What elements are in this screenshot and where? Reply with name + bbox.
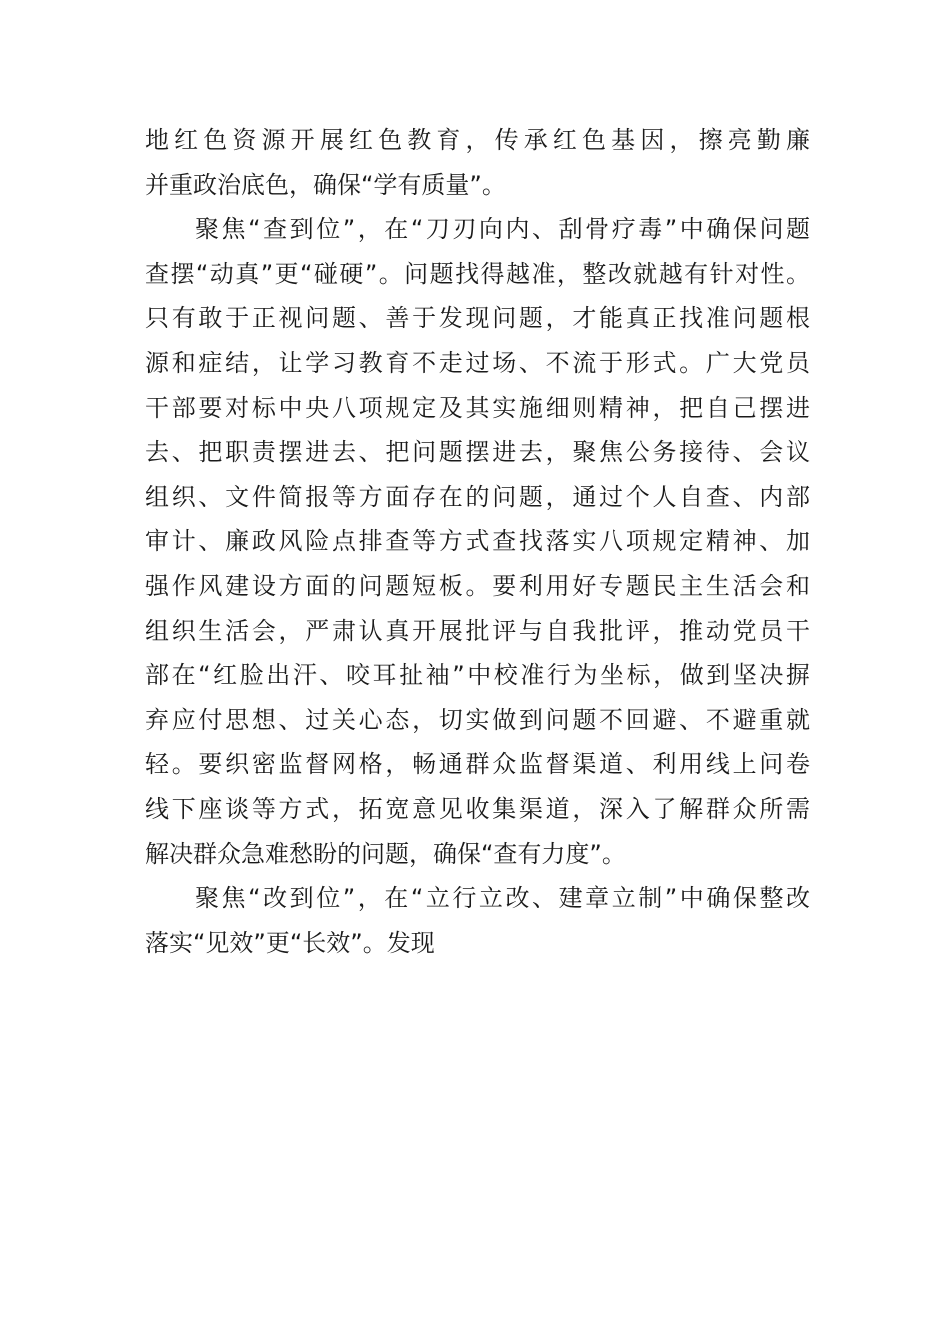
paragraph-2-line-6: 去、把职责摆进去、把问题摆进去，聚焦公务接待、会议 xyxy=(145,438,810,467)
paragraph-2-line-12: 弃应付思想、过关心态，切实做到问题不回避、不避重就 xyxy=(145,705,810,734)
paragraph-2-line-7: 组织、文件简报等方面存在的问题，通过个人自查、内部 xyxy=(145,482,810,511)
paragraph-3-line-2: 落实“见效”更“长效”。发现 xyxy=(145,928,435,957)
paragraph-2-line-1: 聚焦“查到位”，在“刀刃向内、刮骨疗毒”中确保问题 xyxy=(195,215,810,244)
paragraph-2-line-8: 审计、廉政风险点排查等方式查找落实八项规定精神、加 xyxy=(145,527,810,556)
paragraph-2-line-9: 强作风建设方面的问题短板。要利用好专题民主生活会和 xyxy=(145,571,810,600)
document-body xyxy=(145,118,810,965)
paragraph-2-line-13: 轻。要织密监督网格，畅通群众监督渠道、利用线上问卷 xyxy=(145,750,810,779)
paragraph-1-line-1: 地红色资源开展红色教育，传承红色基因，擦亮勤廉 xyxy=(145,126,810,154)
paragraph-2-line-14: 线下座谈等方式，拓宽意见收集渠道，深入了解群众所需 xyxy=(145,794,810,823)
paragraph-2-line-3: 只有敢于正视问题、善于发现问题，才能真正找准问题根 xyxy=(145,304,810,333)
paragraph-2-line-5: 干部要对标中央八项规定及其实施细则精神，把自己摆进 xyxy=(145,393,810,422)
paragraph-2-line-11: 部在“红脸出汗、咬耳扯袖”中校准行为坐标，做到坚决摒 xyxy=(145,661,810,690)
paragraph-2-line-10: 组织生活会，严肃认真开展批评与自我批评，推动党员干 xyxy=(145,616,810,645)
paragraph-1-line-2: 并重政治底色，确保“学有质量”。 xyxy=(145,170,506,199)
paragraph-2-line-2: 查摆“动真”更“碰硬”。问题找得越准，整改就越有针对性。 xyxy=(145,259,810,288)
paragraph-3-line-1: 聚焦“改到位”，在“立行立改、建章立制”中确保整改 xyxy=(195,884,810,913)
paragraph-2-line-4: 源和症结，让学习教育不走过场、不流于形式。广大党员 xyxy=(145,348,810,377)
paragraph-2-line-15: 解决群众急难愁盼的问题，确保“查有力度”。 xyxy=(145,839,626,868)
